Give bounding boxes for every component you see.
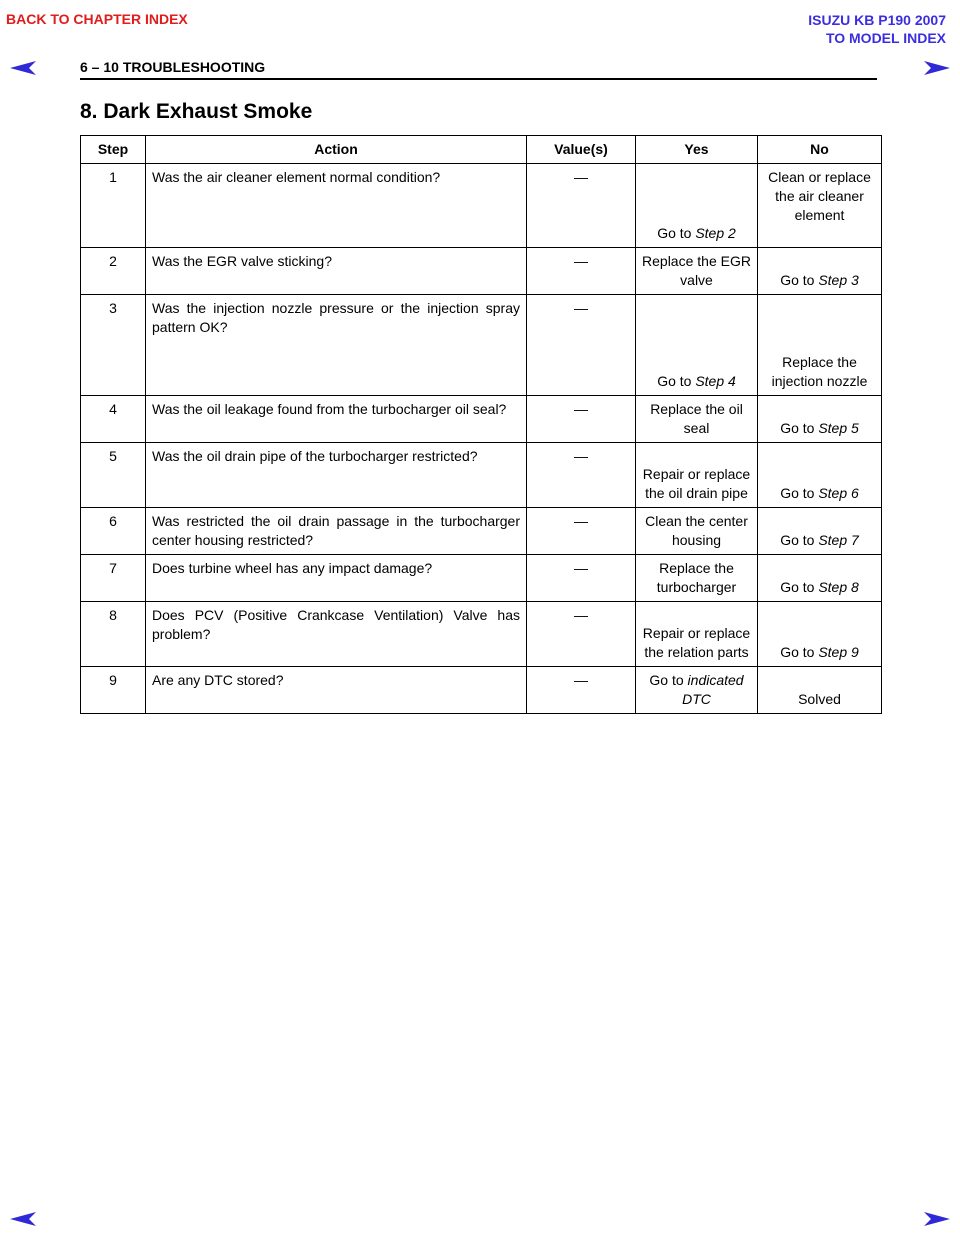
step-number: 5 — [81, 443, 146, 508]
value-cell: — — [527, 164, 636, 248]
yes-cell: Replace the EGR valve — [636, 248, 758, 295]
yes-cell — [636, 295, 758, 396]
page-header: 6 – 10 TROUBLESHOOTING — [80, 59, 877, 80]
yes-cell — [636, 164, 758, 248]
table-row — [81, 295, 882, 396]
header-yes: Yes — [636, 136, 758, 164]
step-number: 2 — [81, 248, 146, 295]
step-number: 6 — [81, 508, 146, 555]
step-7-link[interactable]: Step 7 — [818, 532, 859, 548]
header-action: Action — [146, 136, 527, 164]
no-cell — [758, 443, 882, 508]
no-prefix: Go to — [780, 579, 819, 595]
indicated-dtc-link[interactable]: indicated DTC — [682, 672, 744, 707]
prev-page-arrow-icon[interactable] — [10, 61, 36, 75]
no-prefix: Go to — [780, 272, 819, 288]
table-row — [81, 555, 882, 602]
yes-cell: Clean the center housing — [636, 508, 758, 555]
next-page-arrow-icon[interactable] — [924, 61, 950, 75]
no-prefix: Go to — [780, 644, 819, 660]
troubleshooting-table — [80, 135, 882, 714]
section-title: 8. Dark Exhaust Smoke — [80, 100, 313, 123]
back-to-chapter-index-link[interactable]: BACK TO CHAPTER INDEX — [6, 11, 188, 27]
step-9-link[interactable]: Step 9 — [818, 644, 859, 660]
no-cell: Replace the injection nozzle — [758, 295, 882, 396]
action-text: Does turbine wheel has any impact damage? — [146, 555, 527, 602]
step-3-link[interactable]: Step 3 — [818, 272, 859, 288]
yes-cell: Replace the turbocharger — [636, 555, 758, 602]
yes-prefix: Go to — [657, 373, 696, 389]
table-row — [81, 396, 882, 443]
yes-prefix: Go to — [657, 225, 696, 241]
no-cell — [758, 396, 882, 443]
action-text: Was the EGR valve sticking? — [146, 248, 527, 295]
no-prefix: Go to — [780, 420, 819, 436]
table-row — [81, 443, 882, 508]
step-4-link[interactable]: Step 4 — [695, 373, 736, 389]
step-6-link[interactable]: Step 6 — [818, 485, 859, 501]
value-cell: — — [527, 667, 636, 714]
step-number: 3 — [81, 295, 146, 396]
no-cell: Solved — [758, 667, 882, 714]
yes-cell: Repair or replace the oil drain pipe — [636, 443, 758, 508]
value-cell: — — [527, 555, 636, 602]
step-5-link[interactable]: Step 5 — [818, 420, 859, 436]
no-cell — [758, 508, 882, 555]
yes-prefix: Go to — [649, 672, 688, 688]
next-page-arrow-bottom-icon[interactable] — [924, 1212, 950, 1226]
to-model-index-link[interactable]: TO MODEL INDEX — [825, 30, 946, 46]
action-text: Was the injection nozzle pressure or the injection spray pattern OK? — [146, 295, 527, 396]
value-cell: — — [527, 602, 636, 667]
yes-cell — [636, 667, 758, 714]
step-number: 7 — [81, 555, 146, 602]
action-text: Was the oil leakage found from the turbocharger oil seal? — [146, 396, 527, 443]
yes-cell: Repair or replace the relation parts — [636, 602, 758, 667]
no-prefix: Go to — [780, 532, 819, 548]
model-nav — [808, 11, 946, 47]
step-number: 4 — [81, 396, 146, 443]
action-text: Are any DTC stored? — [146, 667, 527, 714]
table-row — [81, 508, 882, 555]
no-cell — [758, 555, 882, 602]
no-cell: Clean or replace the air cleaner element — [758, 164, 882, 248]
header-values: Value(s) — [527, 136, 636, 164]
value-cell: — — [527, 295, 636, 396]
table-row — [81, 248, 882, 295]
step-number: 1 — [81, 164, 146, 248]
table-row — [81, 602, 882, 667]
prev-page-arrow-bottom-icon[interactable] — [10, 1212, 36, 1226]
yes-cell: Replace the oil seal — [636, 396, 758, 443]
table-header-row — [81, 136, 882, 164]
value-cell: — — [527, 443, 636, 508]
step-2-link[interactable]: Step 2 — [695, 225, 736, 241]
model-title: ISUZU KB P190 2007 — [808, 12, 946, 28]
action-text: Was restricted the oil drain passage in the turbocharger center housing restricted? — [146, 508, 527, 555]
action-text: Was the air cleaner element normal condition? — [146, 164, 527, 248]
header-step: Step — [81, 136, 146, 164]
header-no: No — [758, 136, 882, 164]
action-text: Was the oil drain pipe of the turbocharger restricted? — [146, 443, 527, 508]
table-row — [81, 667, 882, 714]
no-cell — [758, 248, 882, 295]
table-row — [81, 164, 882, 248]
value-cell: — — [527, 248, 636, 295]
no-cell — [758, 602, 882, 667]
step-number: 8 — [81, 602, 146, 667]
action-text: Does PCV (Positive Crankcase Ventilation) Valve has problem? — [146, 602, 527, 667]
value-cell: — — [527, 396, 636, 443]
no-prefix: Go to — [780, 485, 819, 501]
value-cell: — — [527, 508, 636, 555]
step-8-link[interactable]: Step 8 — [818, 579, 859, 595]
step-number: 9 — [81, 667, 146, 714]
